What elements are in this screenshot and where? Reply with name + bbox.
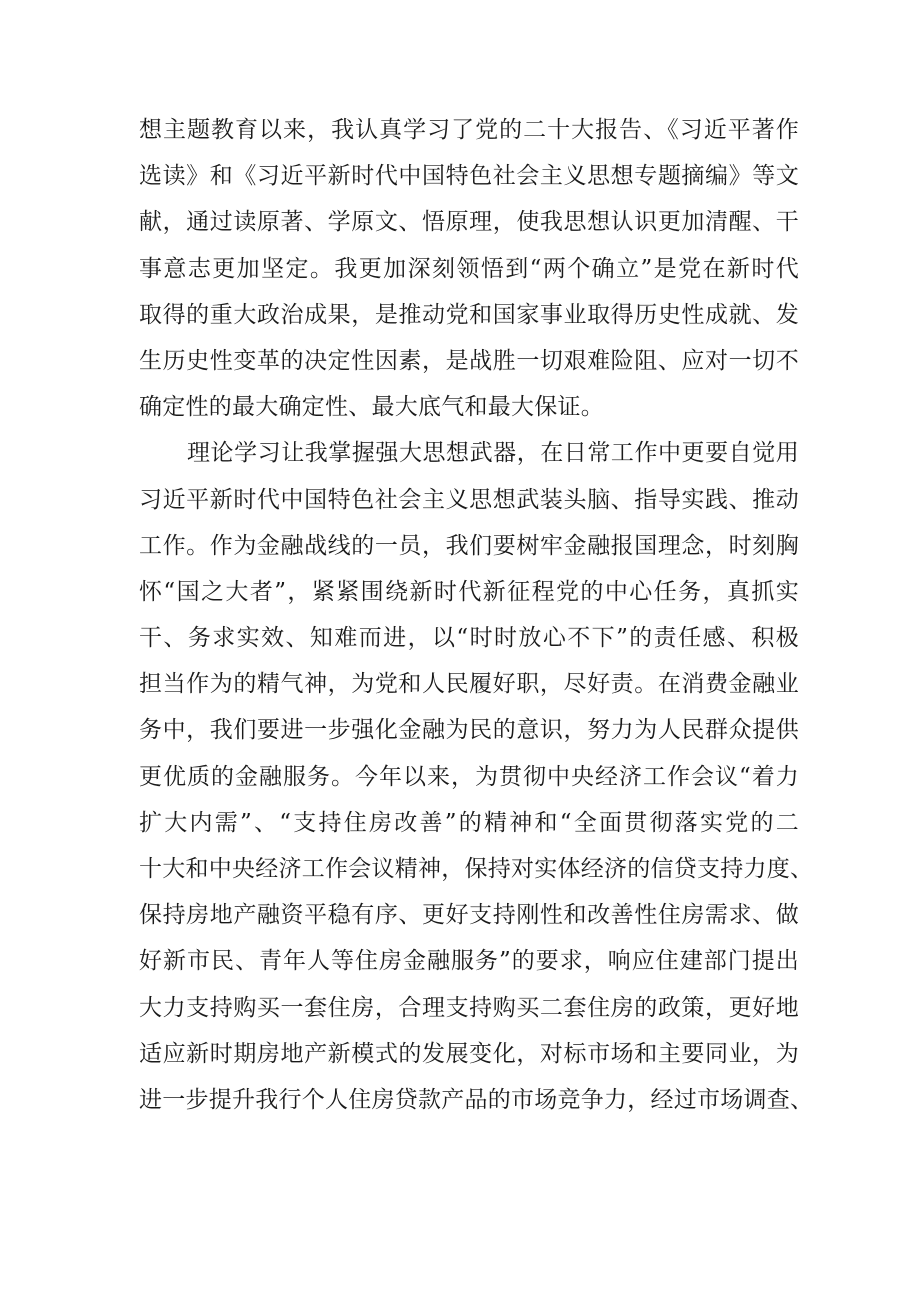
text-line: 干、务求实效、知难而进，以“时时放心不下”的责任感、积极 xyxy=(139,625,799,652)
text-line: 好新市民、青年人等住房金融服务”的要求，响应住建部门提出 xyxy=(139,948,799,975)
text-line: 取得的重大政治成果，是推动党和国家事业取得历史性成就、发 xyxy=(139,301,799,328)
paragraph-start-line: 理论学习让我掌握强大思想武器，在日常工作中更要自觉用 xyxy=(187,440,799,467)
text-line: 想主题教育以来，我认真学习了党的二十大报告、《习近平著作 xyxy=(139,117,799,143)
document-body xyxy=(139,107,814,1123)
text-line: 大力支持购买一套住房，合理支持购买二套住房的政策，更好地 xyxy=(139,994,799,1021)
text-line: 更优质的金融服务。今年以来，为贯彻中央经济工作会议“着力 xyxy=(139,763,799,790)
text-line: 扩大内需”、“支持住房改善”的精神和“全面贯彻落实党的二 xyxy=(139,809,799,836)
text-line: 务中，我们要进一步强化金融为民的意识，努力为人民群众提供 xyxy=(139,717,799,744)
text-line: 进一步提升我行个人住房贷款产品的市场竞争力，经过市场调查、 xyxy=(139,1086,814,1113)
text-line: 十大和中央经济工作会议精神，保持对实体经济的信贷支持力度、 xyxy=(139,856,814,882)
text-line: 选读》和《习近平新时代中国特色社会主义思想专题摘编》等文 xyxy=(139,163,799,190)
text-line: 事意志更加坚定。我更加深刻领悟到“两个确立”是党在新时代 xyxy=(139,255,799,282)
text-line: 生历史性变革的决定性因素，是战胜一切艰难险阻、应对一切不 xyxy=(139,347,799,374)
text-line: 工作。作为金融战线的一员，我们要树牢金融报国理念，时刻胸 xyxy=(139,532,799,559)
text-line: 怀“国之大者”，紧紧围绕新时代新征程党的中心任务，真抓实 xyxy=(139,578,799,605)
text-line: 担当作为的精气神，为党和人民履好职，尽好责。在消费金融业 xyxy=(139,671,799,698)
text-line: 习近平新时代中国特色社会主义思想武装头脑、指导实践、推动 xyxy=(139,486,799,513)
text-line: 献，通过读原著、学原文、悟原理，使我思想认识更加清醒、干 xyxy=(139,209,799,236)
text-line: 保持房地产融资平稳有序、更好支持刚性和改善性住房需求、做 xyxy=(139,902,799,929)
paragraph-end-line: 确定性的最大确定性、最大底气和最大保证。 xyxy=(139,394,604,421)
text-line: 适应新时期房地产新模式的发展变化，对标市场和主要同业，为 xyxy=(139,1040,799,1067)
